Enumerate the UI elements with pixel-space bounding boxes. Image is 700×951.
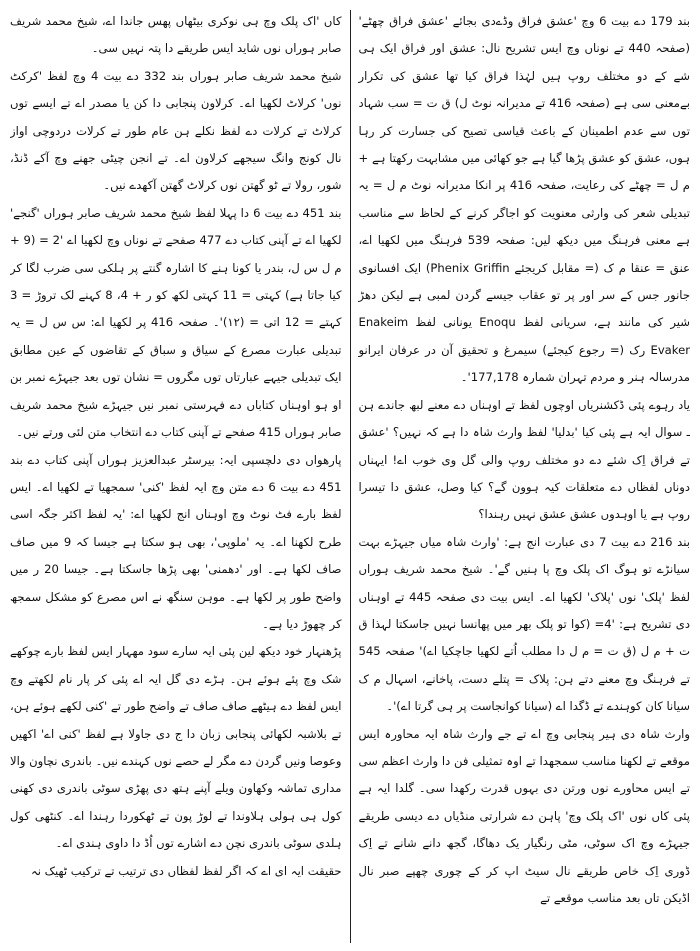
column-divider	[350, 10, 351, 943]
paragraph: وارث شاہ دی ہیر پنجابی وچ اے تے جے وارث شاہ ایہ محاورہ ایس موقعے تے لکھنا مناسب سمجھدا تے اوہ تمثیلی فن دا وارث اعظم سی تے ایس محاورے نوں ورتن دی بہوں قدرت رکھدا سی۔ گلدا ایہ ہے پئی کاں نوں 'اک پلک وچ' پاہن دے شرارتی منڈیاں دے دیسی طریقے جیہڑے وچ اک سوٹی، مٹی رنگیار یک دھاگا، گجھ دانے شانے تے اِک ڈوری اِک خاص طریقے نال سیٹ اپ کر کے چوری چھپے صبر نال اڈیکن تاں بعد مناسب موقعے تے	[358, 726, 690, 905]
right-column	[353, 8, 691, 945]
paragraph: بند 451 دے بیت 6 دا پہلا لفظ شیخ محمد شریف صابر ہوراں 'گنجے' لکھیا اے تے آپنی کتاب دے 477 صفحے تے نوناں وچ لکھیا اے '2 = (9 + م ل س ل، بندر یا کونا ہنے کا اشارہ گنتے پر ہلکی سی ضرب لگا کر کیا جاتا ہے) کہتی = 11 کہتی لکھ کو ر + 4، 8 کہنے لک تروڑ = 3 کہتے = 12 اتی = (۱۲)'۔ صفحہ 416 پر لکھیا اے: س س ل = یہ تبدیلی عبارت مصرع کے سیاق و سباق کے تقاضوں کے عین مطابق ایک تبدیلی جیہے عبارتاں توں مگروں = نشان توں بعد جیہڑے نمبر بن او ہو اوہناں کتاباں دے فہرستی نمبر نیں جیہڑے شیخ محمد شریف صابر ہوراں 415 صفحے تے آپنی کتاب دے انتخاب متن لئی ورتے نیں۔	[10, 205, 342, 440]
paragraph: بند 179 دے بیت 6 وچ 'عشق فراق وڈےدی بجائے 'عشق فراق چھٹے' (صفحہ 440 تے نوناں وچ ایس تشریح نال: عشق اور فراق ایک ہی شے کے دو مختلف روپ ہیں لہٰذا فراق کیا تھا عشق کی تکرار بےمعنی سی ہے (صفحہ 416 تے مدیرانہ نوٹ ل) ق ت = سب شہاد توں سے عدم اطمینان کے باعث قیاسی تصیح کی جسارت کر رہا ہوں، عشق کو عشق پڑھا گیا ہے جو کھائی میں مشابہت رکھتا ہے + م ل = چھٹے کی رعایت، صفحہ 416 پر انکا مدیرانہ نوٹ م ل = یہ تبدیلی شعر کی وارثی معنویت کو اجاگر کرنے کے لحاظ سے مناسب ہے معنی فرہنگ میں دیکھ لیں: صفحہ 539 فرہنگ میں لکھیا اے، عنق = عنقا م ک (= مقابل کریجئے Phenix Griffin) ایک افسانوی جانور جس کے سر اور پر تو عقاب جیسے گردن لمبی ہے لیکن دھڑ شیر کی مانند ہے، سریانی لفظ Enoqu یونانی لفظ Enakeim Evaker رک (= رجوع کیجئے) سیمرغ و تحقیق آن در عرفان ایرانو مدرسالہ ہنر و مردم تہران شمارہ 177,178'۔	[358, 14, 690, 385]
paragraph: شیخ محمد شریف صابر ہوراں بند 332 دے بیت 4 وچ لفظ 'کرکٹ نوں' کرلاٹ لکھیا اے۔ کرلاون پنجابی دا کن یا مصدر اے تے ایسے توں کرلاٹ تے کرلات دے لفظ نکلے ہن عام طور تے کرلات دردوچی اواز نال کونج وانگ سیجھے کرلاون اے۔ تے انجن چیٹی جھنے وچ آکے ڈنڈ، شور، رولا تے ٹو گھتن نوں کرلاٹ گھتن آکھدے نیں۔	[10, 68, 342, 193]
paragraph: پڑھنہار خود دیکھ لین پئی ایہ سارے سود مھہار ایس لفظ بارے چوکھے شک وچ پئے ہوئے ہن۔ ہڑے دی گل ایہ اے پئی کر پار نام لکھتے وچ ایس لفظ دے ہیٹھے صاف صاف تے واضح طور تے 'کنی لکھے ہوئے ہن، تے بلاشبہ لکھائی پنجابی زبان دا ج دی جاولا ہے لفظ 'کنی اے' اکھیں وعوصا ونیں گردن دے مگر لے حصے نوں کہندے نیں۔ باندری نچاون والا مداری تماشہ وکھاون ویلے آپنے ہتھ دی پھڑی سوٹی باندری دی کھنی کول ہی ہولی ہلاوندا تے لوڑ پون تے ٹھکوردا رہندا اے۔ کنٹھی کول ہلدی سوٹی باندری نچن دے اشارے توں اُڈ دا داوی ہندی اے۔	[10, 644, 342, 851]
paragraph: حقیقت ایہ ای اے کہ اگر لفظ لفظاں دی ترتیب تے ترکیب ٹھیک نہ	[30, 863, 342, 878]
left-column	[10, 8, 348, 945]
paragraph: بند 216 دے بیت 7 دی عبارت انج ہے: 'وارث شاہ میاں جیہڑے بہت سیانڑے تو ہوگ اک پلک وچ پا ہنیں گے'۔ شیخ محمد شریف ہوراں لفظ 'پلک' نوں 'پلاک' لکھیا اے۔ ایس بیت دی صفحہ 445 تے اوہناں دی تشریح ہے: '4= (کوا تو پلک بھر میں پھانسا نہیں جاسکتا لہذا ق ت + م ل (ق ت = م ل دا مطلب اُتے لکھیا جاچکیا اے)' صفحہ 545 تے فرہنگ وچ معنے دتے ہن: پلاک = پتلے دست، پاخانے، اسہال م ک سیانا کان کوہندے تے ڈگدا اے (سیانا کوانجاست پر ہی گرتا اے)'۔	[358, 534, 690, 714]
paragraph: یاد رہوے پئی ڈکشنریاں اوچوں لفظ تے اوہناں دے معنے لبھ جاندے ہن ـ سوال ایہ ہے پئی کیا 'بدلیا' لفظ وارث شاہ دا ہے کہ نہیں؟ 'عشق تے فراق اِک شئے دے دو مختلف روپ والی گل وی خوب اے! ایہناں دوناں لفظاں دے متعلقات کیہ ہوون گے؟ کیا وصل، عشق دا تیسرا روپ ہے یا اوہدوں عشق عشق نہیں رہندا؟	[358, 397, 690, 522]
paragraph: پارھواں دی دلچسپی ایہ: بیرسٹر عبدالعزیز ہوراں آپنی کتاب دے بند 451 دے بیت 6 دے متن وچ ایہ لفظ 'کنی' سمجھیا تے لکھیا اے۔ ایس لفظ بارے فٹ نوٹ وچ اوہناں انج لکھیا اے: 'یہ لفظ اکثر جگہ اسی طرح لکھنا اے۔ یہ 'ملوپی'، بھی ہو سکتا ہے جیسا کہ 9 میں صاف صاف لکھا ہے۔ اور 'دھمنی' بھی پڑھا جاسکتا ہے۔ جیسا 20 ر میں واضح طور پر لکھا ہے۔ موہن سنگھ نے اس مصرع کو مشکل سمجھ کر چھوڑ دیا ہے۔	[10, 452, 342, 631]
paragraph: کاں 'اک پلک وچ ہی نوکری بیٹھاں پھس جاندا اے، شیخ محمد شریف صابر ہوراں نوں شاید ایس طریقے دا پتہ نہیں سی۔	[10, 14, 342, 56]
